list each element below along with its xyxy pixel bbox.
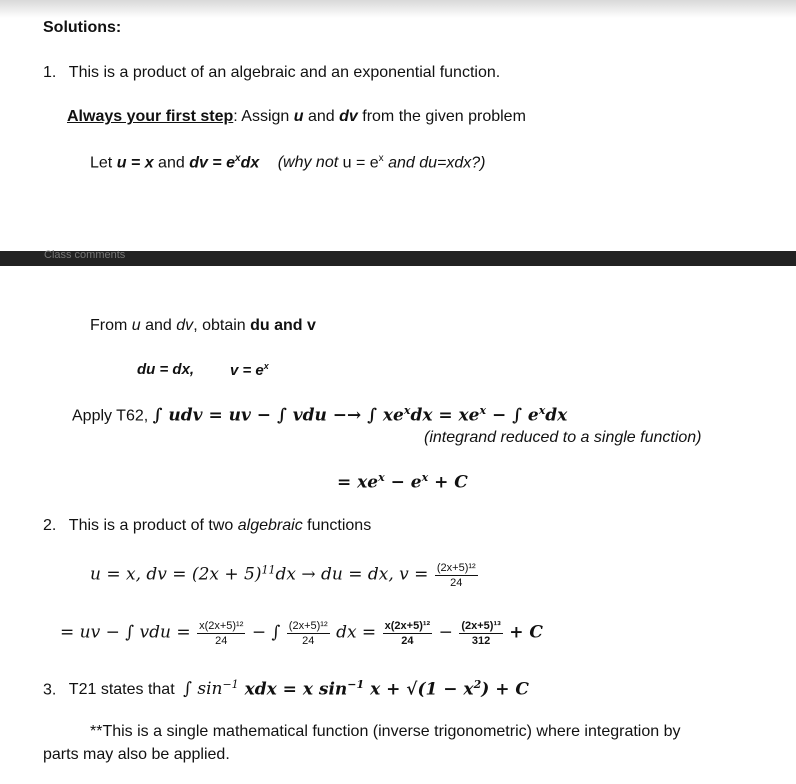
frac-4-den: 312	[471, 635, 491, 647]
apply-sup3: x	[538, 404, 546, 417]
section-divider	[0, 251, 796, 266]
apply-line	[72, 404, 567, 425]
apply-formula: ∫ udv = uv − ∫ vdu −→ ∫ xe	[152, 405, 404, 426]
frac-4-num: (2x+5)¹³	[461, 620, 501, 632]
item2-text-post: functions	[302, 517, 372, 534]
v-eq	[230, 361, 269, 379]
obtain-text: , obtain	[193, 317, 251, 334]
result-end: + C	[428, 472, 468, 493]
item3-text: T21 states that	[68, 681, 175, 699]
obtain-from: From	[90, 317, 132, 334]
first-step-line	[67, 108, 526, 126]
first-step-rest: : Assign	[233, 108, 294, 125]
item1-number: 1.	[43, 64, 57, 81]
frac-1-num: x(2x+5)¹²	[199, 620, 244, 632]
result-pre: = xe	[337, 472, 379, 493]
obtain-and: and	[140, 317, 177, 334]
note-line1: **This is a single mathematical function (inverse trigonometric) where integration by	[90, 723, 681, 740]
apply-mid: dx = xe	[410, 405, 480, 426]
first-step-from: from the given problem	[357, 108, 526, 125]
eq1-mid: dx → du = dx, v =	[275, 564, 429, 585]
item2-line	[43, 517, 371, 535]
frac-4	[459, 620, 502, 647]
eq2-pre: = uv − ∫ vdu =	[60, 622, 191, 643]
eq2-minus: −	[438, 622, 453, 643]
frac-2	[287, 620, 330, 647]
t21-mid2: x + √(1 − x	[364, 679, 474, 700]
let-and: and	[153, 154, 190, 172]
t21-mid: xdx = x sin	[238, 679, 348, 700]
item3-line	[43, 678, 529, 699]
result-mid: − e	[384, 472, 422, 493]
frac-v-den: 24	[450, 577, 463, 589]
eq1-sup: 11	[261, 563, 276, 577]
t21-pre: ∫ sin	[183, 679, 223, 700]
why-open: (why not	[277, 154, 339, 172]
frac-3-den: 24	[401, 635, 414, 647]
first-step-u: u	[293, 108, 304, 125]
apply-sup2: x	[479, 404, 487, 417]
result-sup1: x	[378, 471, 385, 484]
frac-v	[435, 562, 478, 589]
apply-mid2: − ∫ e	[486, 405, 539, 426]
eq2-plus-c: + C	[509, 622, 543, 643]
first-step-label: Always your first step	[67, 108, 234, 125]
let-dv-sup: x	[235, 153, 241, 164]
frac-3-num: x(2x+5)¹²	[384, 620, 431, 632]
item2-text-pre: This is a product of two	[68, 517, 238, 534]
let-line	[90, 153, 486, 172]
apply-end: dx	[545, 405, 568, 426]
why-u: u = e	[338, 154, 379, 172]
integrand-note: (integrand reduced to a single function)	[424, 429, 702, 446]
t21-sup1: −1	[222, 678, 239, 691]
t21-sup2: −1	[347, 678, 365, 691]
obtain-dv: dv	[176, 317, 194, 334]
let-dv-end: dx	[240, 154, 260, 172]
item2-eq1	[90, 562, 480, 589]
obtain-u: u	[131, 317, 141, 334]
item2-text-em: algebraic	[237, 517, 303, 534]
frac-2-num: (2x+5)¹²	[288, 620, 328, 632]
t21-sup3: 2	[473, 678, 482, 691]
first-step-dv: dv	[339, 108, 358, 125]
let-dv: dv = e	[189, 154, 235, 172]
item1-line	[43, 64, 500, 82]
item3-number: 3.	[43, 681, 57, 699]
item2-number: 2.	[43, 517, 57, 534]
v-eq-text: v = e	[230, 362, 264, 379]
result-sup2: x	[421, 471, 429, 484]
frac-3	[383, 620, 433, 647]
item2-eq2	[60, 620, 543, 647]
divider-text: Class comments	[44, 249, 126, 261]
obtain-line	[90, 317, 316, 335]
why-sup: x	[378, 153, 384, 164]
item1-text: This is a product of an algebraic and an exponential function.	[68, 64, 501, 81]
apply-label: Apply T62,	[72, 407, 149, 425]
solutions-heading: Solutions:	[43, 19, 122, 36]
let-prefix: Let	[90, 154, 117, 172]
eq1-pre: u = x, dv = (2x + 5)	[90, 564, 262, 585]
v-eq-sup: x	[263, 361, 269, 371]
eq2-dx-eq: dx =	[336, 622, 377, 643]
frac-v-num: (2x+5)¹²	[436, 562, 476, 574]
apply-sup1: x	[403, 404, 411, 417]
result-line	[337, 471, 468, 492]
let-u: u = x	[116, 154, 154, 172]
frac-1	[197, 620, 245, 647]
eq2-minus-int: − ∫	[251, 622, 281, 643]
frac-1-den: 24	[215, 635, 228, 647]
du-eq: du = dx,	[137, 361, 195, 378]
note-line2: parts may also be applied.	[43, 746, 230, 763]
top-shade	[0, 0, 796, 18]
why-rest: and du=xdx?)	[383, 154, 486, 172]
frac-2-den: 24	[302, 635, 315, 647]
t21-end: ) + C	[481, 679, 529, 700]
obtain-du-v: du and v	[250, 317, 316, 334]
first-step-and: and	[303, 108, 340, 125]
